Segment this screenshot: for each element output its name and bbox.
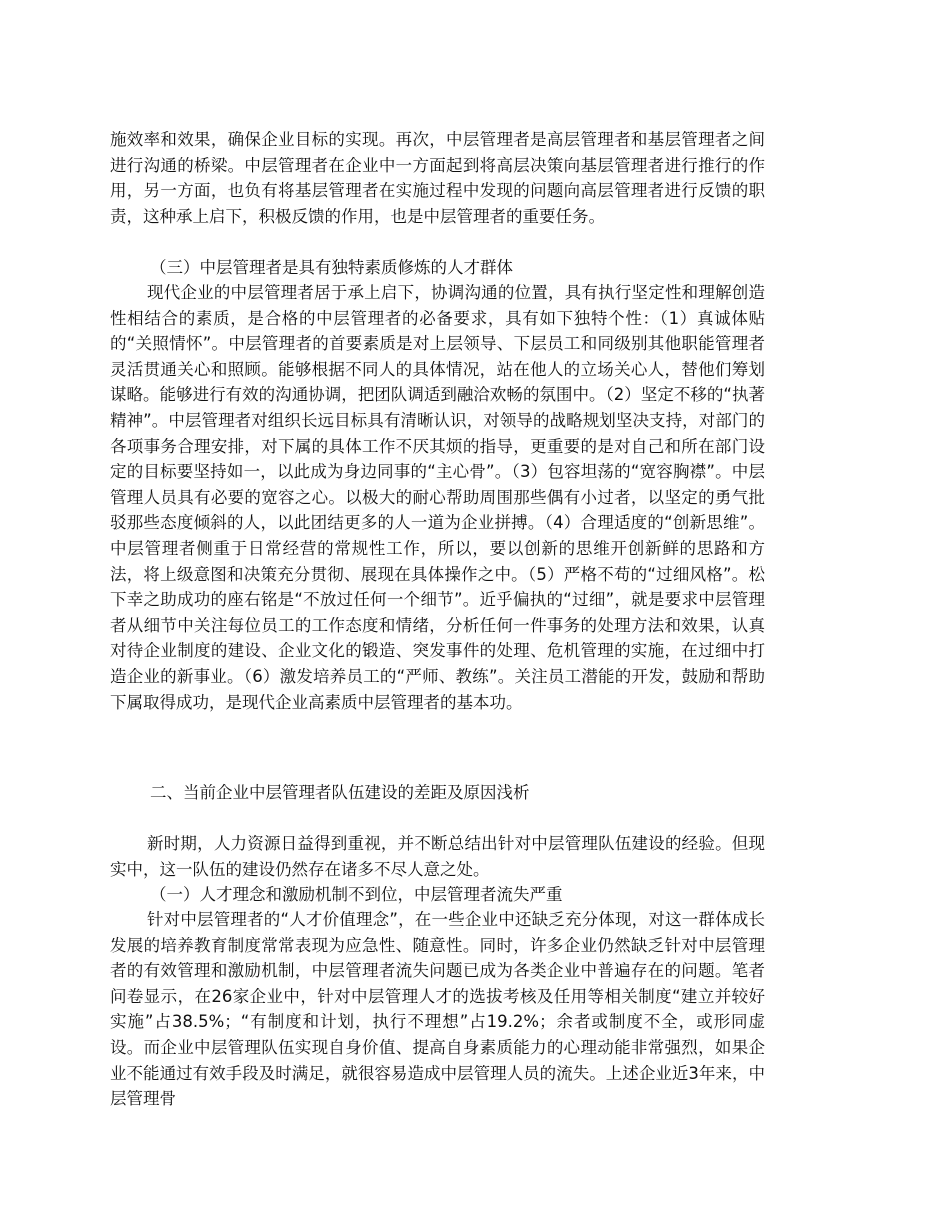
section-heading-1: （一）人才理念和激励机制不到位，中层管理者流失严重 xyxy=(150,885,563,904)
chapter-heading-2: 二、当前企业中层管理者队伍建设的差距及原因浅析 xyxy=(150,783,530,802)
body-paragraph: 针对中层管理者的“人才价值理念”，在一些企业中还缺乏充分体现，对这一群体成长发展的培养教育制度常常表现为应急性、随意性。同时，许多企业仍然缺乏针对中层管理者的有效管理和激励机制，中层管理者流失问题已成为各类企业中普遍存在的问题。笔者问卷显示，在26家企业中，针对中层管理人才的选拔考核及任用等相关制度“建立并较好实施”占38.5%；“有制度和计划，执行不理想”占19.2%；余者或制度不全，或形同虚设。而企业中层管理队伍实现自身价值、提高自身素质能力的心理动能非常强烈，如果企业不能通过有效手段及时满足，就很容易造成中层管理人员的流失。上述企业近3年来，中层管理骨 xyxy=(110,910,765,1109)
body-paragraph: 现代企业的中层管理者居于承上启下，协调沟通的位置，具有执行坚定性和理解创造性相结合的素质，是合格的中层管理者的必备要求，具有如下独特个性：（1）真诚体贴的“关照情怀”。中层管理者的首要素质是对上层领导、下层员工和同级别其他职能管理者灵活贯通关心和照顾。能够根据不同人的具体情况，站在他人的立场关心人，替他们筹划谋略。能够进行有效的沟通协调，把团队调适到融洽欢畅的氛围中。（2）坚定不移的“执著精神”。中层管理者对组织长远目标具有清晰认识，对领导的战略规划坚决支持，对部门的各项事务合理安排，对下属的具体工作不厌其烦的指导，更重要的是对自己和所在部门设定的目标要坚持如一，以此成为身边同事的“主心骨”。（3）包容坦荡的“宽容胸襟”。中层管理人员具有必要的宽容之心。以极大的耐心帮助周围那些偶有小过者，以坚定的勇气批驳那些态度倾斜的人，以此团结更多的人一道为企业拼搏。（4）合理适度的“创新思维”。中层管理者侧重于日常经营的常规性工作，所以，要以创新的思维开创新鲜的思路和方法，将上级意图和决策充分贯彻、展现在具体操作之中。（5）严格不苟的“过细风格”。松下幸之助成功的座右铭是“不放过任何一个细节”。近乎偏执的“过细”，就是要求中层管理者从细节中关注每位员工的工作态度和情绪，分析任何一件事务的处理方法和效果，认真对待企业制度的建设、企业文化的锻造、突发事件的处理、危机管理的实施，在过细中打造企业的新事业。（6）激发培养员工的“严师、教练”。关注员工潜能的开发，鼓励和帮助下属取得成功，是现代企业高素质中层管理者的基本功。 xyxy=(110,283,765,712)
section-heading-3: （三）中层管理者是具有独特素质修炼的人才群体 xyxy=(150,258,513,277)
body-paragraph: 施效率和效果，确保企业目标的实现。再次，中层管理者是高层管理者和基层管理者之间进行沟通的桥梁。中层管理者在企业中一方面起到将高层决策向基层管理者进行推行的作用，另一方面，也负有将基层管理者在实施过程中发现的问题向高层管理者进行反馈的职责，这种承上启下，积极反馈的作用，也是中层管理者的重要任务。 xyxy=(110,130,765,226)
body-paragraph: 新时期，人力资源日益得到重视，并不断总结出针对中层管理队伍建设的经验。但现实中，这一队伍的建设仍然存在诸多不尽人意之处。 xyxy=(110,834,765,879)
